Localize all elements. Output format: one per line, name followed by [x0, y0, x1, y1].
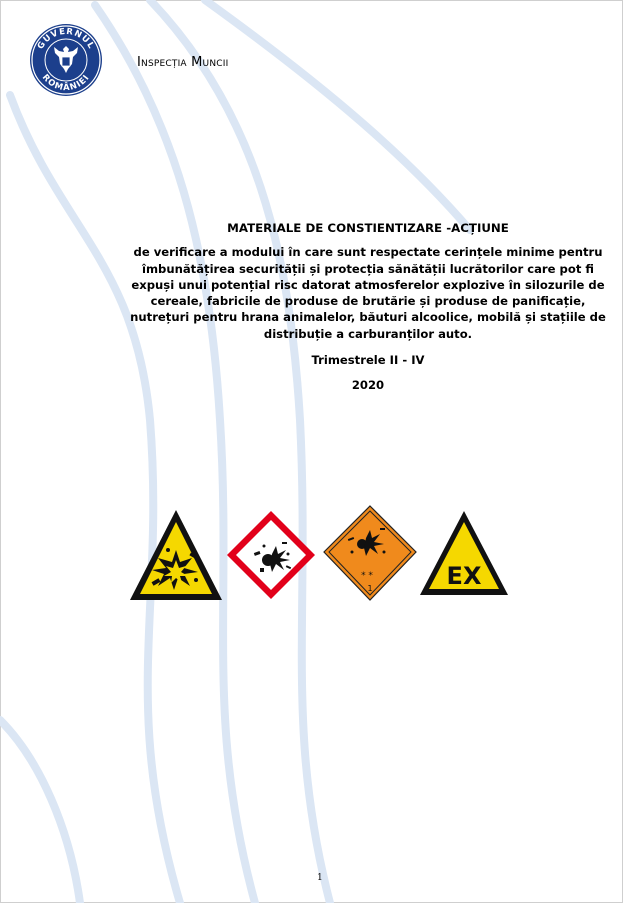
organization-name: Inspecția Muncii — [137, 55, 229, 70]
adr-class-number: 1 — [367, 584, 373, 593]
adr-marks: * * — [361, 571, 373, 581]
seal-text-top: GUVERNUL — [35, 26, 97, 52]
document-title-block — [130, 220, 606, 394]
ex-atmosphere-triangle-icon — [418, 508, 510, 598]
ex-label: EX — [446, 562, 482, 590]
adr-explosive-diamond-icon — [322, 504, 418, 602]
explosive-warning-triangle-icon — [128, 506, 224, 602]
document-title: MATERIALE DE CONSTIENTIZARE -ACȚIUNE — [227, 221, 509, 235]
ghs-explosive-pictogram-icon — [224, 508, 318, 602]
document-subtitle: de verificare a modului în care sunt respectate cerințele minime pentru îmbunătățirea securității și protecția sănătății lucrătorilor care pot fi expuși unui potențial risc datorat atmosferelor explozive în silozurile de cereale, fabricile de produse de brutărie și produse de panificație, nutrețuri pentru hrana animalelor, băuturi alcoolice, mobilă și stațiile de distribuție a carburanților auto. — [130, 245, 606, 341]
page-number: 1 — [317, 873, 323, 883]
seal-text-bottom: ROMÂNIEI — [39, 72, 93, 94]
document-year: 2020 — [351, 378, 385, 393]
document-period: Trimestrele II - IV — [311, 353, 425, 368]
government-seal-logo — [28, 22, 104, 98]
